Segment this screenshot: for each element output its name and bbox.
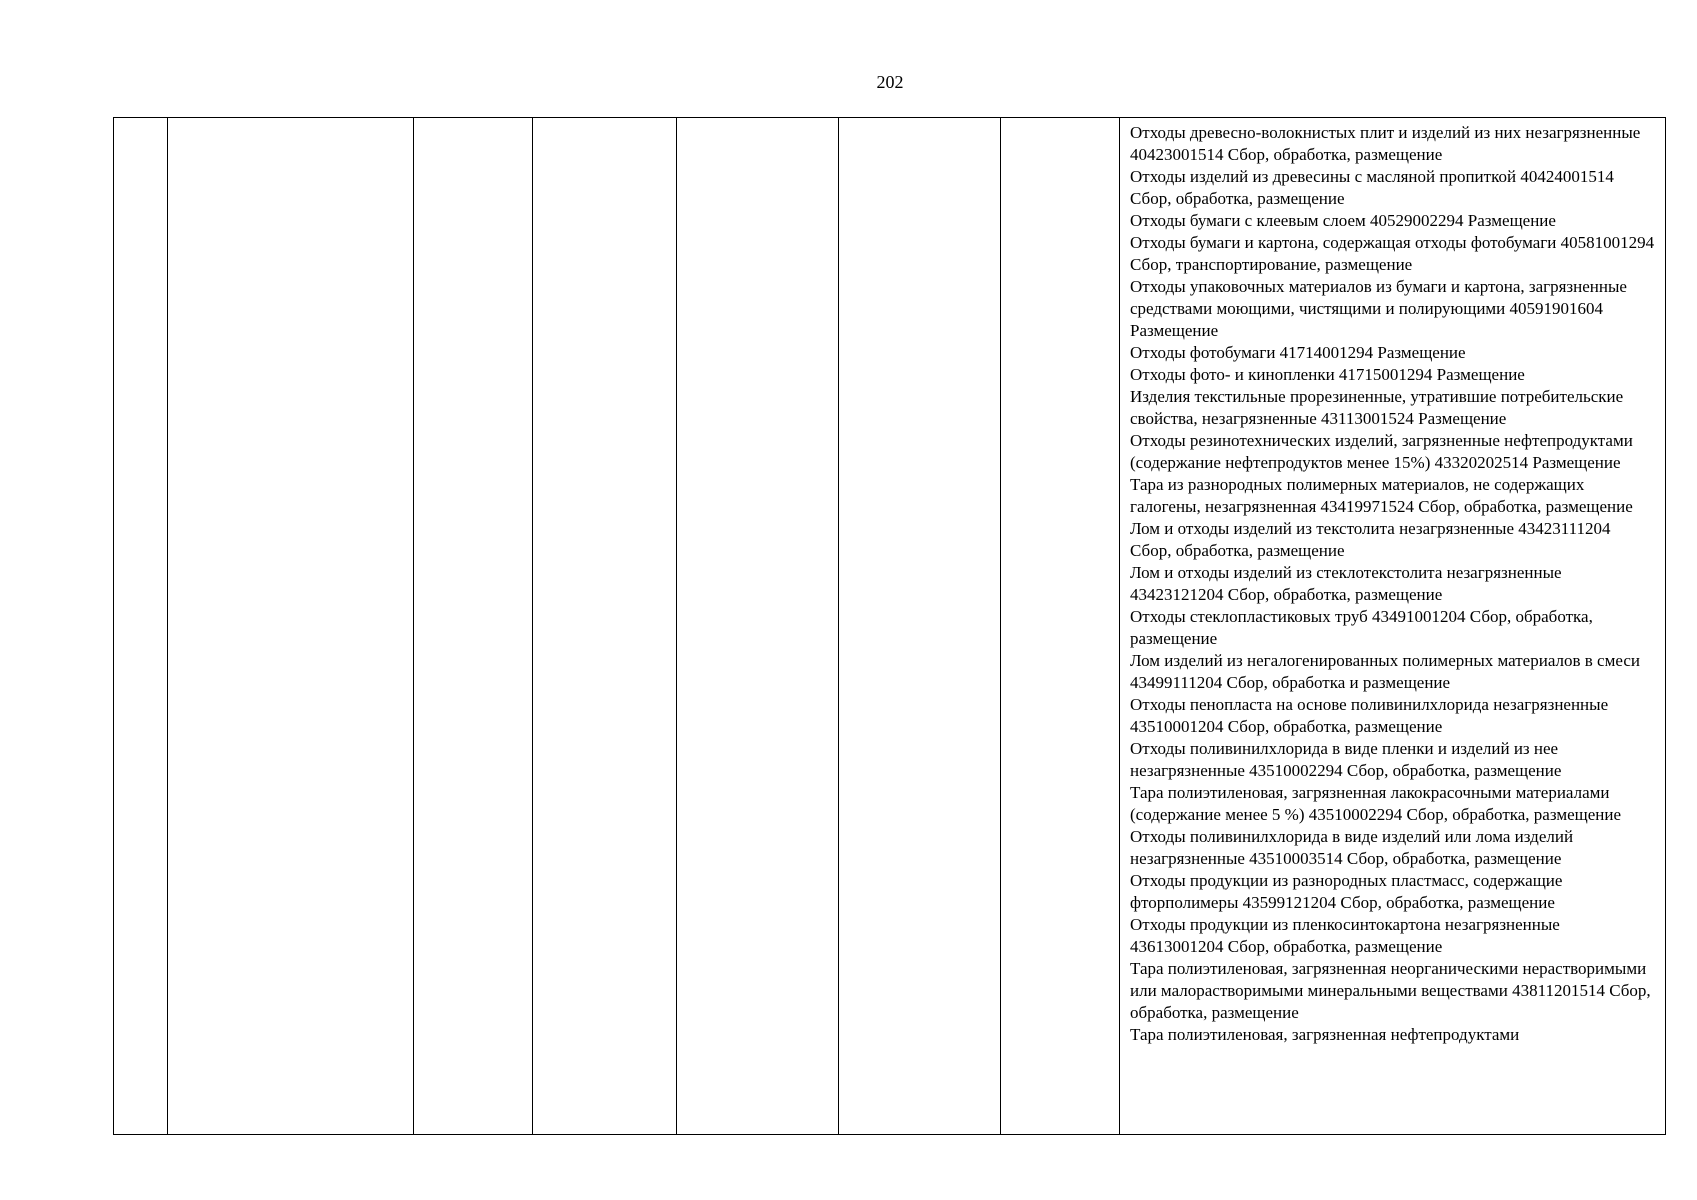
waste-entry: Отходы бумаги с клеевым слоем 40529002294 Размещение	[1130, 211, 1556, 230]
waste-entry: Отходы резинотехнических изделий, загрязненные нефтепродуктами (содержание нефтепродуктов менее 15%) 43320202514 Размещение	[1130, 431, 1633, 472]
waste-entry: Отходы фотобумаги 41714001294 Размещение	[1130, 343, 1466, 362]
waste-entry: Тара из разнородных полимерных материалов, не содержащих галогены, незагрязненная 43419971524 Сбор, обработка, размещение	[1130, 475, 1633, 516]
waste-entry: Тара полиэтиленовая, загрязненная лакокрасочными материалами (содержание менее 5 %) 43510002294 Сбор, обработка, размещение	[1130, 783, 1621, 824]
waste-entry: Отходы фото- и кинопленки 41715001294 Размещение	[1130, 365, 1525, 384]
waste-entry: Отходы поливинилхлорида в виде изделий или лома изделий незагрязненные 43510003514 Сбор, обработка, размещение	[1130, 827, 1574, 868]
table-cell-waste-types	[1120, 118, 1666, 1135]
table-cell-7	[1001, 118, 1120, 1135]
waste-entry: Отходы продукции из пленкосинтокартона незагрязненные 43613001204 Сбор, обработка, размещение	[1130, 915, 1560, 956]
waste-entry: Тара полиэтиленовая, загрязненная неорганическими нерастворимыми или малорастворимыми минеральными веществами 43811201514 Сбор, обработка, размещение	[1130, 959, 1651, 1022]
table-cell-6	[839, 118, 1001, 1135]
table-cell-3	[414, 118, 533, 1135]
table-cell-number	[114, 118, 168, 1135]
table-cell-4	[533, 118, 677, 1135]
waste-entry: Отходы изделий из древесины с масляной пропиткой 40424001514 Сбор, обработка, размещение	[1130, 167, 1614, 208]
table-cell-2	[168, 118, 414, 1135]
waste-entry: Тара полиэтиленовая, загрязненная нефтепродуктами	[1130, 1025, 1520, 1044]
waste-entry: Лом и отходы изделий из стеклотекстолита незагрязненные 43423121204 Сбор, обработка, размещение	[1130, 563, 1562, 604]
waste-entry: Лом и отходы изделий из текстолита незагрязненные 43423111204 Сбор, обработка, размещение	[1130, 519, 1611, 560]
waste-entry: Отходы бумаги и картона, содержащая отходы фотобумаги 40581001294 Сбор, транспортирование, размещение	[1130, 233, 1655, 274]
waste-entry: Отходы стеклопластиковых труб 43491001204 Сбор, обработка, размещение	[1130, 607, 1593, 648]
waste-entry: Лом изделий из негалогенированных полимерных материалов в смеси 43499111204 Сбор, обработка и размещение	[1130, 651, 1640, 692]
waste-entry: Отходы пенопласта на основе поливинилхлорида незагрязненные 43510001204 Сбор, обработка, размещение	[1130, 695, 1609, 736]
waste-entry: Отходы поливинилхлорида в виде пленки и изделий из нее незагрязненные 43510002294 Сбор, обработка, размещение	[1130, 739, 1562, 780]
table-cell-5	[677, 118, 839, 1135]
waste-entry: Изделия текстильные прорезиненные, утратившие потребительские свойства, незагрязненные 43113001524 Размещение	[1130, 387, 1624, 428]
waste-entry: Отходы упаковочных материалов из бумаги и картона, загрязненные средствами моющими, чистящими и полирующими 40591901604 Размещение	[1130, 277, 1627, 340]
table-row	[114, 118, 1666, 1135]
waste-list	[1120, 118, 1665, 1134]
page-number: 202	[876, 72, 904, 92]
waste-entry: Отходы древесно-волокнистых плит и изделий из них незагрязненные 40423001514 Сбор, обработка, размещение	[1130, 123, 1641, 164]
waste-table	[113, 117, 1666, 1135]
waste-entry: Отходы продукции из разнородных пластмасс, содержащие фторполимеры 43599121204 Сбор, обработка, размещение	[1130, 871, 1563, 912]
